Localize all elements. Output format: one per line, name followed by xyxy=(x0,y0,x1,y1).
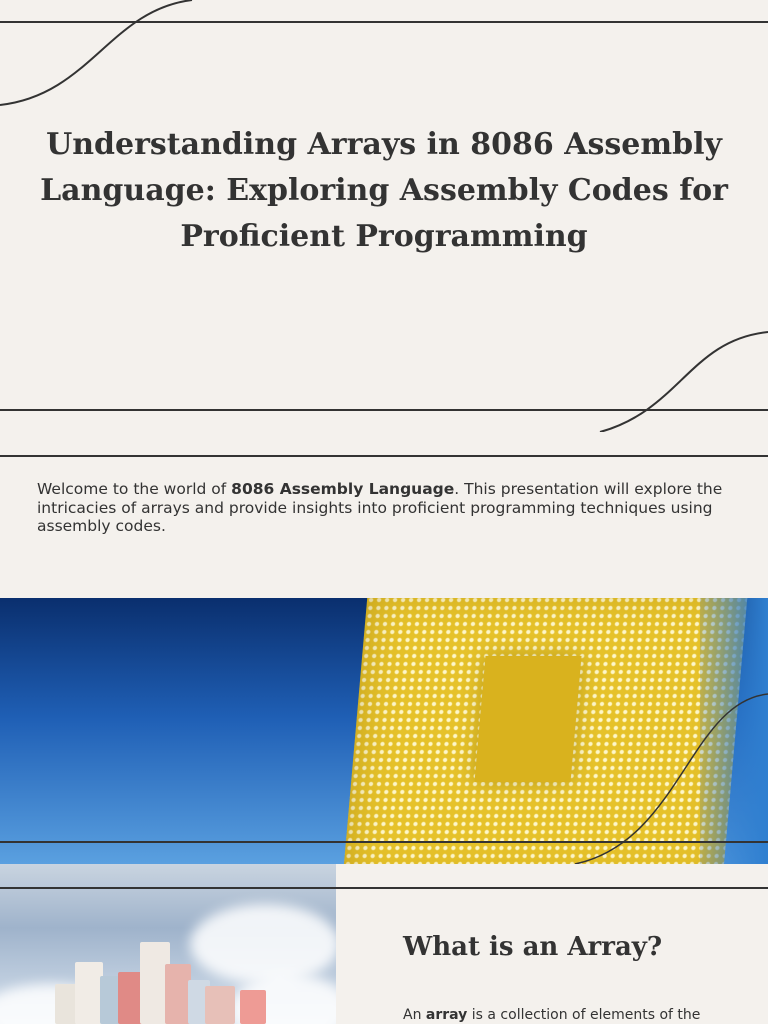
intro-paragraph xyxy=(37,480,737,536)
cpu-chip-image xyxy=(0,598,768,864)
chip-core xyxy=(474,656,581,782)
presentation-title: Understanding Arrays in 8086 Assembly Language: Exploring Assembly Codes for Proficient Programming xyxy=(40,127,728,254)
intro-suffix: . This presentation will explore the intricacies of arrays and provide insights into proficient programming techniques using assembly codes. xyxy=(37,480,723,535)
intro-bold: 8086 Assembly Language xyxy=(231,480,455,498)
intro-prefix: Welcome to the world of xyxy=(37,480,232,498)
array-text-bold: array xyxy=(425,1007,468,1023)
array-text-suffix: is a collection of elements of the xyxy=(467,1007,701,1023)
section-heading: What is an Array? xyxy=(403,932,663,962)
array-definition-text xyxy=(403,1007,743,1023)
chip-edge-glow xyxy=(700,598,768,864)
abstract-city-image xyxy=(0,864,336,1024)
array-definition-slide xyxy=(0,864,768,1024)
intro-slide xyxy=(0,432,768,864)
array-text-prefix: An xyxy=(403,1007,426,1023)
title-slide xyxy=(0,0,768,432)
